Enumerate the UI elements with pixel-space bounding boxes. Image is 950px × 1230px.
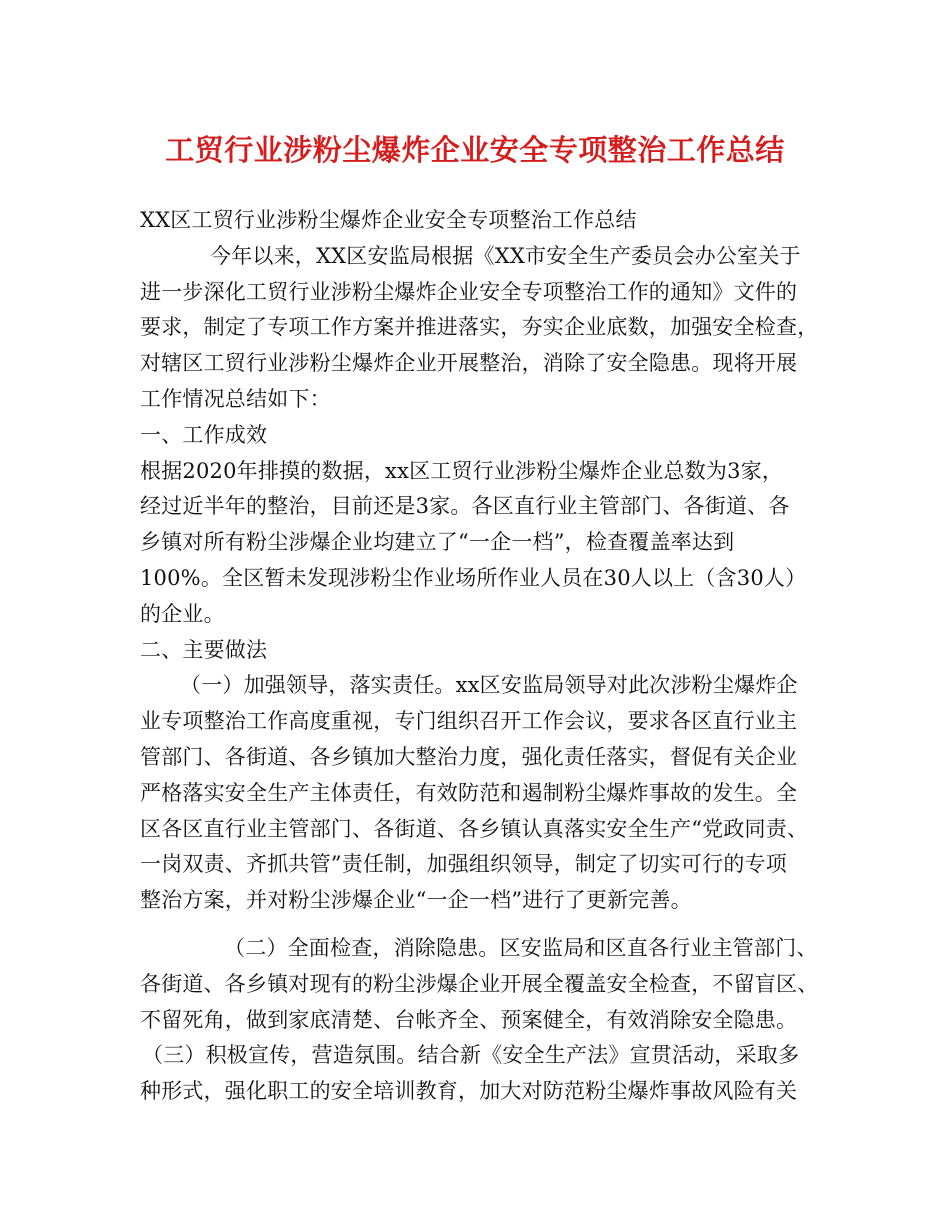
paragraph-line: 乡镇对所有粉尘涉爆企业均建立了“一企一档”，检查覆盖率达到 [140, 530, 735, 555]
paragraph-line: 业专项整治工作高度重视，专门组织召开工作会议，要求各区直行业主 [140, 709, 798, 734]
document-title: 工贸行业涉粉尘爆炸企业安全专项整治工作总结 [165, 133, 785, 167]
paragraph-line: 管部门、各街道、各乡镇加大整治力度，强化责任落实，督促有关企业 [140, 744, 798, 769]
paragraph-line: 的企业。 [140, 601, 225, 626]
paragraph-gap [140, 919, 820, 931]
paragraph-line: 一岗双责、齐抓共管”责任制，加强组织领导，制定了切实可行的专项 [140, 852, 787, 877]
paragraph-line: 100%。全区暂未发现涉粉尘作业场所作业人员在30人以上（含30人） [140, 565, 807, 590]
paragraph-line: 整治方案，并对粉尘涉爆企业“一企一档”进行了更新完善。 [140, 888, 692, 913]
paragraph-line: 区各区直行业主管部门、各街道、各乡镇认真落实安全生产“党政同责、 [140, 816, 809, 841]
section-heading: 二、主要做法 [140, 637, 268, 662]
paragraph-line: 不留死角，做到家底清楚、台帐齐全、预案健全，有效消除安全隐患。 [140, 1007, 798, 1032]
paragraph-line: 要求，制定了专项工作方案并推进落实，夯实企业底数，加强安全检查， [140, 315, 819, 340]
paragraph-line: 对辖区工贸行业涉粉尘爆炸企业开展整治，消除了安全隐患。现将开展 [140, 351, 798, 376]
document-body [140, 203, 820, 1110]
paragraph-line: 种形式，强化职工的安全培训教育，加大对防范粉尘爆炸事故风险有关 [140, 1079, 798, 1104]
paragraph-line: 根据2020年排摸的数据，xx区工贸行业涉粉尘爆炸企业总数为3家， [140, 458, 784, 483]
subtitle-line: XX区工贸行业涉粉尘爆炸企业安全专项整治工作总结 [140, 208, 637, 232]
paragraph-line: 各街道、各乡镇对现有的粉尘涉爆企业开展全覆盖安全检查，不留盲区、 [140, 971, 819, 996]
paragraph-line: 严格落实安全生产主体责任，有效防范和遏制粉尘爆炸事故的发生。全 [140, 780, 798, 805]
paragraph-line: 经过近半年的整治，目前还是3家。各区直行业主管部门、各街道、各 [140, 494, 790, 519]
paragraph-line: （一）加强领导，落实责任。xx区安监局领导对此次涉粉尘爆炸企 [180, 673, 798, 698]
paragraph-line: （二）全面检查，消除隐患。区安监局和区直各行业主管部门、 [224, 935, 818, 960]
paragraph-line: 今年以来，XX区安监局根据《XX市安全生产委员会办公室关于 [210, 243, 801, 268]
paragraph-line: 工作情况总结如下： [140, 386, 331, 411]
paragraph-line: 进一步深化工贸行业涉粉尘爆炸企业安全专项整治工作的通知》文件的 [140, 279, 798, 304]
paragraph-line: （三）积极宣传，营造氛围。结合新《安全生产法》宣贯活动，采取多 [142, 1043, 800, 1068]
section-heading: 一、工作成效 [140, 422, 268, 447]
